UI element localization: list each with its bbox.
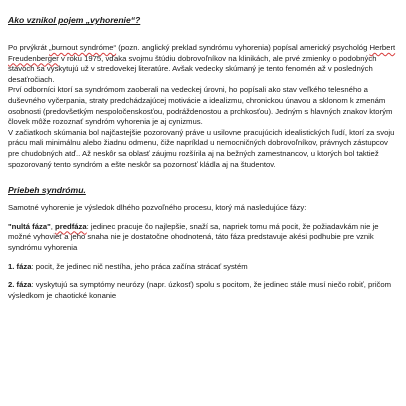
paragraph-origin bbox=[8, 43, 398, 85]
paragraph-early-research: V začiatkoch skúmania bol najčastejšie pozorovaný práve u usilovne pracujúcich idealistických ľudí, ktorí za svoju prácu mali minimálnu alebo žiadnu odmenu, čiže napríklad u nemocničných dobrovoľníkov, právnych zástupcov pre chudobných atď.. Až neskôr sa oblasť záujmu rozšírila aj na bežných zamestnancov, u ktorých bol taktiež spozorovaný tento syndróm a ešte neskôr sa pozornosť kládla aj na študentov. bbox=[8, 127, 395, 169]
section-heading-origin: Ako vznikol pojem „vyhorenie“? bbox=[8, 15, 141, 25]
phase-one-text: : pocit, že jedinec nič nestíha, jeho práca začína strácať systém bbox=[31, 261, 248, 271]
phase-zero-sep: , bbox=[50, 221, 56, 231]
paragraph-first-experts: Prví odborníci ktorí sa syndrómom zaoberali na vedeckej úrovni, ho popísali ako stav veľkého telesného a duševného vyčerpania, straty predchádzajúcej motivácie a idealizmu, chronickou únavou a sklonom k zmenám osobnosti (predovšetkým nespoločenskosťou, podráždenostou a prchkosťou). Jedným s hlavných znakov ktorým človek môže rozoznať syndróm vyhorenia je aj cynizmus. bbox=[8, 85, 393, 127]
phase-zero bbox=[8, 222, 398, 254]
phase-one bbox=[8, 262, 398, 273]
phase-two-term: 2. fáza bbox=[8, 280, 32, 290]
phase-two-text: : vyskytujú sa symptómy neurózy (napr. úzkosť) spolu s pocitom, že jedinec stále musí niečo robiť, pričom výsledkom je chaotické konanie bbox=[8, 280, 392, 300]
person-name: Herbert Freudenberger bbox=[8, 43, 396, 63]
paragraph-phases-intro: Samotné vyhorenie je výsledok dlhého pozvoľného procesu, ktorý má nasledujúce fázy: bbox=[8, 203, 307, 213]
section-heading-course: Priebeh syndrómu. bbox=[8, 185, 86, 196]
phase-two bbox=[8, 280, 398, 301]
paragraph-origin-post: v roku 1975, vďaka svojmu štúdiu dobrovoľníkov na klinikách, ale prvé zmienky o podobných stavoch sa vyskytujú už v stredovekej literatúre. Avšak vedecky skúmaný je tento fenomén až v posledných desaťročiach. bbox=[8, 53, 377, 84]
phase-zero-alt-term: predfáza bbox=[55, 221, 87, 231]
phase-zero-term: "nultá fáza" bbox=[8, 221, 51, 231]
phase-zero-text: : jedinec pracuje čo najlepšie, snaží sa, napriek tomu má pocit, že požiadavkám nie je možné vyhovieť a jeho snaha nie je dostatočne ohodnotená, táto fáza predstavuje akési podhubie pre vznik syndrómu vyhorenia bbox=[8, 221, 379, 252]
paragraph-origin-mid: (pozn. anglický preklad syndrómu vyhorenia) popísal americký psychológ bbox=[116, 43, 370, 52]
paragraph-origin-pre: Po prvýkrát bbox=[8, 43, 50, 52]
term-burnout-syndrome: „burnout syndróme“ bbox=[49, 43, 117, 52]
phase-one-term: 1. fáza bbox=[8, 261, 32, 271]
